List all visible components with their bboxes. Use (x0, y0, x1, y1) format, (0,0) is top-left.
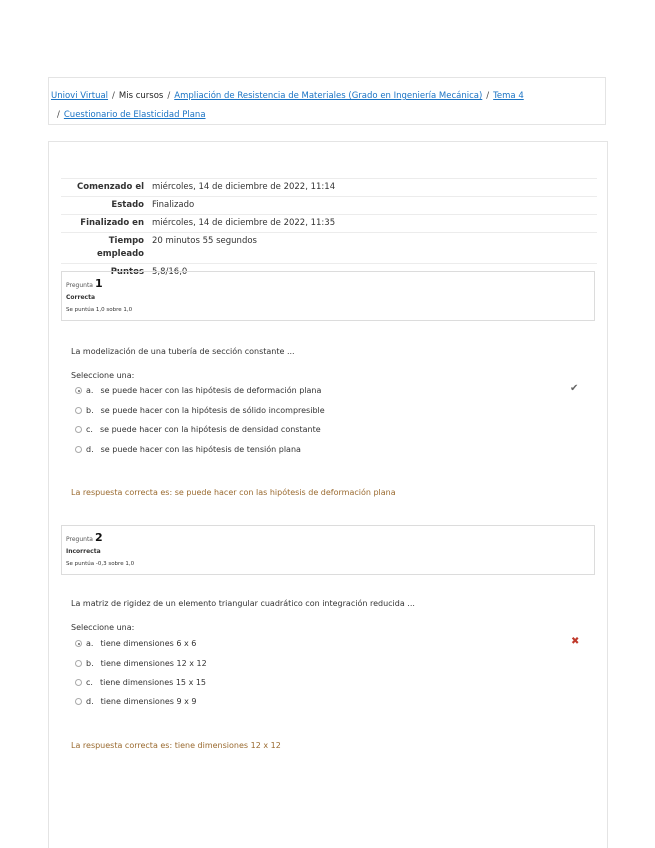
option-text: tiene dimensiones 15 x 15 (99, 678, 207, 687)
cross-icon: ✖ (571, 636, 580, 647)
answer-option[interactable] (75, 445, 301, 454)
correct-answer-feedback: La respuesta correcta es: se puede hacer con las hipótesis de deformación plana (71, 488, 396, 497)
option-letter: b. (86, 406, 94, 415)
breadcrumb-link-quiz[interactable]: Cuestionario de Elasticidad Plana (63, 110, 206, 120)
breadcrumb-separator: / (57, 110, 60, 120)
option-letter: a. (86, 386, 94, 395)
question-info-2 (61, 525, 595, 575)
radio-button[interactable] (75, 387, 82, 394)
answer-option[interactable] (75, 639, 196, 648)
correct-answer-feedback: La respuesta correcta es: tiene dimensiones 12 x 12 (71, 741, 281, 750)
radio-button[interactable] (75, 679, 82, 686)
summary-label: Estado (61, 197, 148, 215)
answer-option[interactable] (75, 659, 207, 668)
question-state: Correcta (66, 294, 95, 301)
option-text: tiene dimensiones 9 x 9 (100, 697, 197, 706)
attempt-summary-table (61, 178, 597, 281)
question-grade: Se puntúa -0,3 sobre 1,0 (66, 561, 135, 567)
question-state: Incorrecta (66, 548, 101, 555)
answer-prompt: Seleccione una: (71, 623, 135, 632)
option-text: se puede hacer con la hipótesis de densidad constante (99, 425, 321, 434)
breadcrumb-separator: / (167, 91, 171, 101)
breadcrumb-separator: / (486, 91, 490, 101)
answer-option[interactable] (75, 406, 325, 415)
question-number: 1 (94, 277, 103, 290)
option-letter: c. (86, 678, 93, 687)
summary-value: 20 minutos 55 segundos (148, 233, 597, 264)
answer-option[interactable] (75, 386, 321, 395)
option-letter: d. (86, 445, 94, 454)
option-text: se puede hacer con las hipótesis de deformación plana (100, 386, 322, 395)
option-text: se puede hacer con la hipótesis de sólido incompresible (100, 406, 325, 415)
radio-button[interactable] (75, 407, 82, 414)
summary-label: Comenzado el (61, 179, 148, 197)
option-letter: d. (86, 697, 94, 706)
summary-value: 5,8/16,0 (148, 264, 597, 282)
answer-option[interactable] (75, 697, 197, 706)
breadcrumb-line-1 (51, 91, 524, 101)
option-letter: b. (86, 659, 94, 668)
question-text: La modelización de una tubería de sección constante ... (71, 347, 295, 356)
breadcrumb-link-tema[interactable]: Tema 4 (493, 91, 524, 101)
question-info-1 (61, 271, 595, 321)
answer-option[interactable] (75, 678, 206, 687)
answer-prompt: Seleccione una: (71, 371, 135, 380)
summary-label: Finalizado en (61, 215, 148, 233)
option-text: tiene dimensiones 6 x 6 (100, 639, 197, 648)
breadcrumb (48, 77, 606, 125)
answer-option[interactable] (75, 425, 321, 434)
summary-value: Finalizado (148, 197, 597, 215)
summary-label: Tiempo empleado (61, 233, 148, 264)
summary-label: Puntos (61, 264, 148, 282)
breadcrumb-link-course[interactable]: Ampliación de Resistencia de Materiales (Grado en Ingeniería Mecánica) (174, 91, 483, 101)
check-icon: ✔ (570, 383, 579, 394)
option-text: se puede hacer con las hipótesis de tensión plana (100, 445, 301, 454)
radio-button[interactable] (75, 698, 82, 705)
summary-value: miércoles, 14 de diciembre de 2022, 11:14 (148, 179, 597, 197)
question-label: Pregunta (66, 282, 93, 289)
question-text: La matriz de rigidez de un elemento triangular cuadrático con integración reducida ... (71, 599, 415, 608)
option-letter: c. (86, 425, 93, 434)
summary-row (61, 233, 597, 264)
question-number: 2 (94, 531, 103, 544)
option-text: tiene dimensiones 12 x 12 (100, 659, 207, 668)
question-label: Pregunta (66, 536, 93, 543)
question-grade: Se puntúa 1,0 sobre 1,0 (66, 307, 133, 313)
breadcrumb-line-2 (51, 110, 206, 120)
quiz-review-panel (48, 141, 608, 848)
radio-button[interactable] (75, 660, 82, 667)
radio-button[interactable] (75, 426, 82, 433)
summary-row (61, 197, 597, 215)
radio-button[interactable] (75, 446, 82, 453)
breadcrumb-link-uniovi[interactable]: Uniovi Virtual (51, 91, 109, 101)
summary-row (61, 215, 597, 233)
breadcrumb-item-mis-cursos: Mis cursos (118, 91, 164, 101)
summary-row (61, 179, 597, 197)
summary-value: miércoles, 14 de diciembre de 2022, 11:35 (148, 215, 597, 233)
option-letter: a. (86, 639, 94, 648)
breadcrumb-separator: / (112, 91, 115, 101)
radio-button[interactable] (75, 640, 82, 647)
